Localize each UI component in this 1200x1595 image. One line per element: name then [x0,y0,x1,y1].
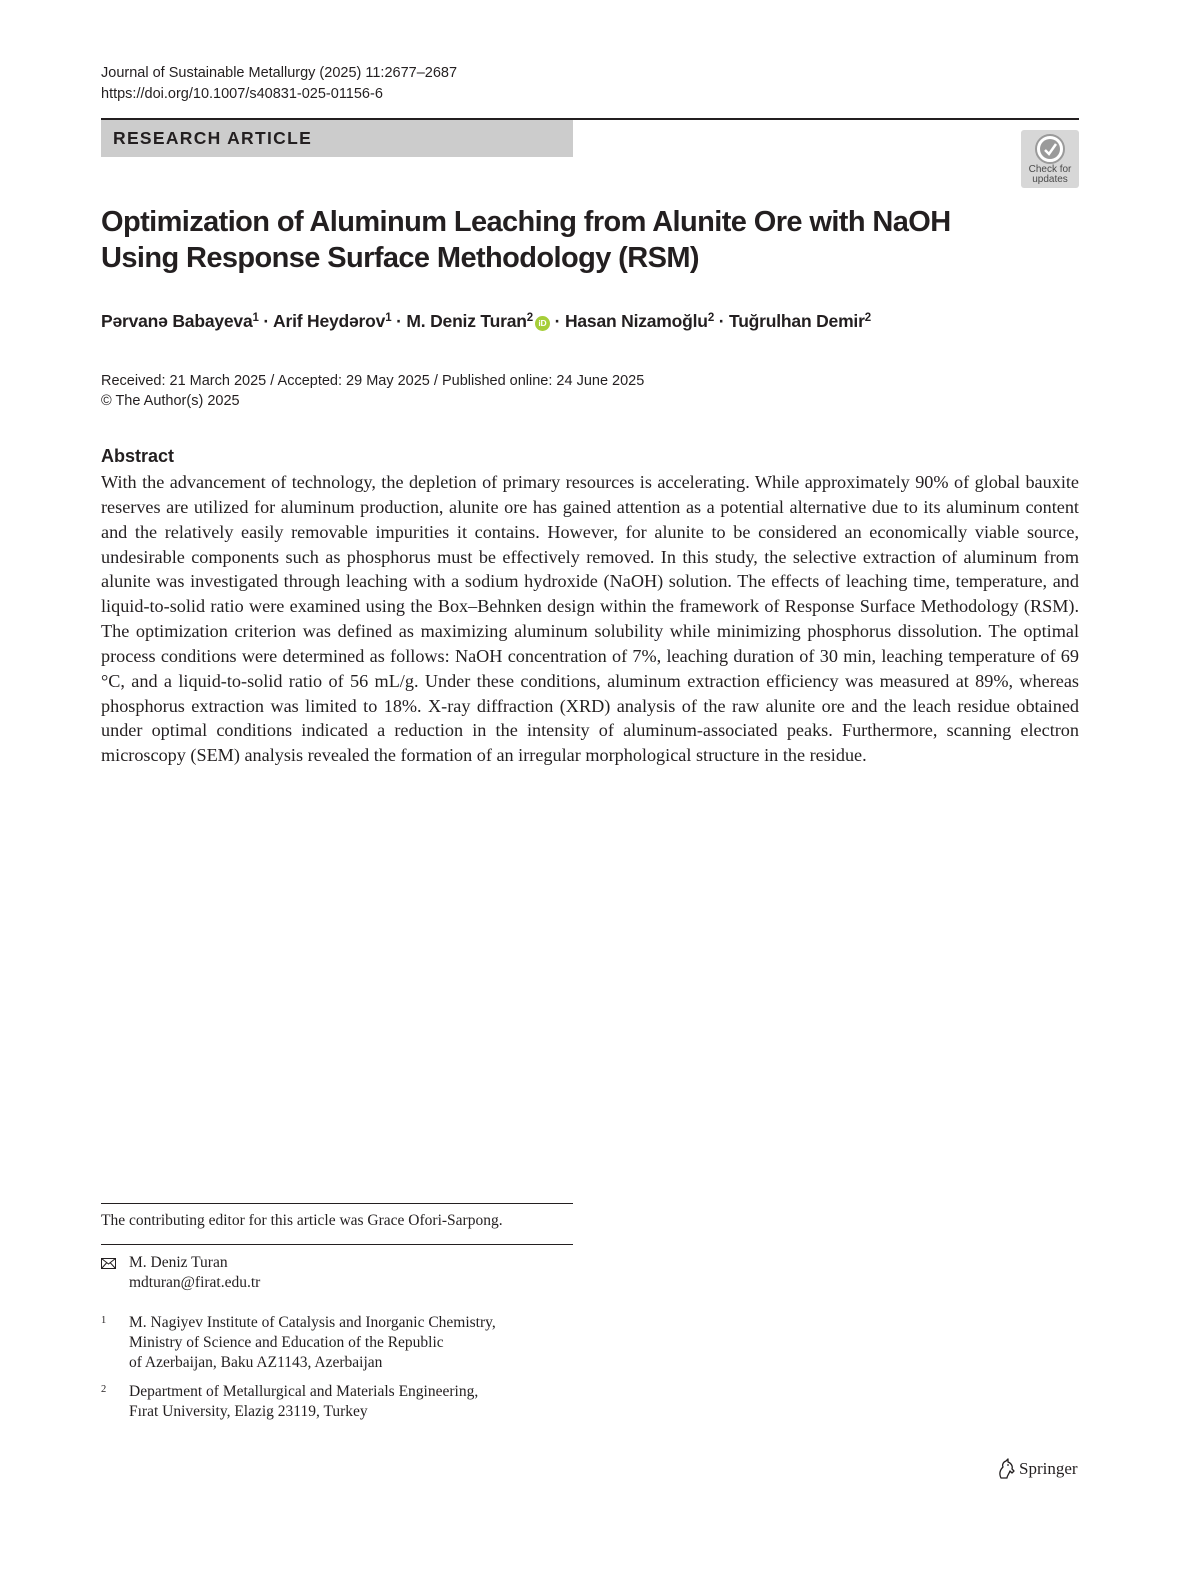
journal-citation: Journal of Sustainable Metallurgy (2025) 11:2677–2687 [101,65,458,81]
footnote-rule [101,1203,573,1204]
author-name[interactable]: Tuğrulhan Demir [729,311,865,331]
affiliation-number: 1 [101,1315,107,1326]
footnote-rule [101,1244,573,1245]
copyright-line: © The Author(s) 2025 [101,393,240,409]
affiliation-line: Ministry of Science and Education of the Republic [129,1334,444,1351]
springer-horse-icon [995,1458,1017,1480]
editor-note: The contributing editor for this article was Grace Ofori-Sarpong. [101,1212,503,1229]
author-affiliation-mark: 2 [707,312,715,324]
corresponding-name: M. Deniz Turan [129,1254,228,1271]
corresponding-email[interactable]: mdturan@firat.edu.tr [129,1274,261,1291]
author-affiliation-mark: 1 [252,312,259,324]
orcid-icon[interactable]: iD [535,316,550,331]
author-affiliation-mark: 1 [385,312,392,324]
author-separator: · [554,311,561,331]
affiliation-number: 2 [101,1384,107,1395]
author-separator: · [718,311,725,331]
publisher-name: Springer [1019,1459,1078,1478]
author-name[interactable]: M. Deniz Turan [406,311,527,331]
affiliation-line: Fırat University, Elazig 23119, Turkey [129,1403,368,1420]
abstract-heading: Abstract [101,446,175,466]
author-name[interactable]: Arif Heydərov [273,311,386,331]
article-title [101,204,1001,276]
author-list [101,311,871,332]
title-line-1: Optimization of Aluminum Leaching from Alunite Ore with NaOH [101,206,951,238]
author-affiliation-mark: 2 [864,312,871,324]
abstract-text: With the advancement of technology, the depletion of primary resources is accelerating. While approximately 90% of global bauxite reserves are utilized for aluminum production, alunite ore has gained attention as a potential alternative due to its aluminum content and the relatively easily removable impurities it contains. However, for alunite to be considered an economically viable source, undesirable components such as phosphorus must be effectively removed. In this study, the selective extraction of aluminum from alunite was investigated through leaching with a sodium hydroxide (NaOH) solution. The effects of leaching time, temperature, and liquid-to-solid ratio were examined using the Box–Behnken design within the framework of Response Surface Methodology (RSM). The optimization criterion was defined as maximizing aluminum solubility while minimizing phosphorus dissolution. The optimal process conditions were determined as follows: NaOH concentration of 7%, leaching duration of 30 min, leaching temperature of 69 °C, and a liquid-to-solid ratio of 56 mL/g. Under these conditions, aluminum extraction efficiency was measured at 89%, whereas phosphorus extraction was limited to 18%. X-ray diffraction (XRD) analysis of the raw alunite ore and the leach residue obtained under optimal conditions indicated a reduction in the intensity of aluminum-associated peaks. Furthermore, scanning electron microscopy (SEM) analysis revealed the formation of an irregular morphological structure in the residue. [101,472,1079,766]
author-separator: · [263,311,270,331]
affiliation-line: Department of Metallurgical and Materials Engineering, [129,1383,479,1400]
article-type-label: RESEARCH ARTICLE [101,120,573,157]
history-dates: Received: 21 March 2025 / Accepted: 29 May 2025 / Published online: 24 June 2025 [101,373,645,389]
author-affiliation-mark: 2 [526,312,533,324]
journal-header [101,63,457,105]
check-updates-icon [1034,133,1066,165]
author-name[interactable]: Pərvanə Babayeva [101,311,253,331]
envelope-icon [101,1258,116,1269]
author-name[interactable]: Hasan Nizamoğlu [564,311,708,331]
author-separator: · [396,311,402,331]
doi-link[interactable]: https://doi.org/10.1007/s40831-025-01156-6 [101,86,383,102]
affiliation-line: M. Nagiyev Institute of Catalysis and Inorganic Chemistry, [129,1314,496,1331]
check-updates-line2: updates [1032,174,1068,185]
title-line-2: Using Response Surface Methodology (RSM) [101,242,699,274]
publication-dates [101,371,644,411]
check-for-updates-badge[interactable] [1021,130,1079,188]
check-updates-line1: Check for [1028,164,1072,175]
affiliation-line: of Azerbaijan, Baku AZ1143, Azerbaijan [129,1354,383,1371]
publisher-logo [995,1458,1078,1482]
